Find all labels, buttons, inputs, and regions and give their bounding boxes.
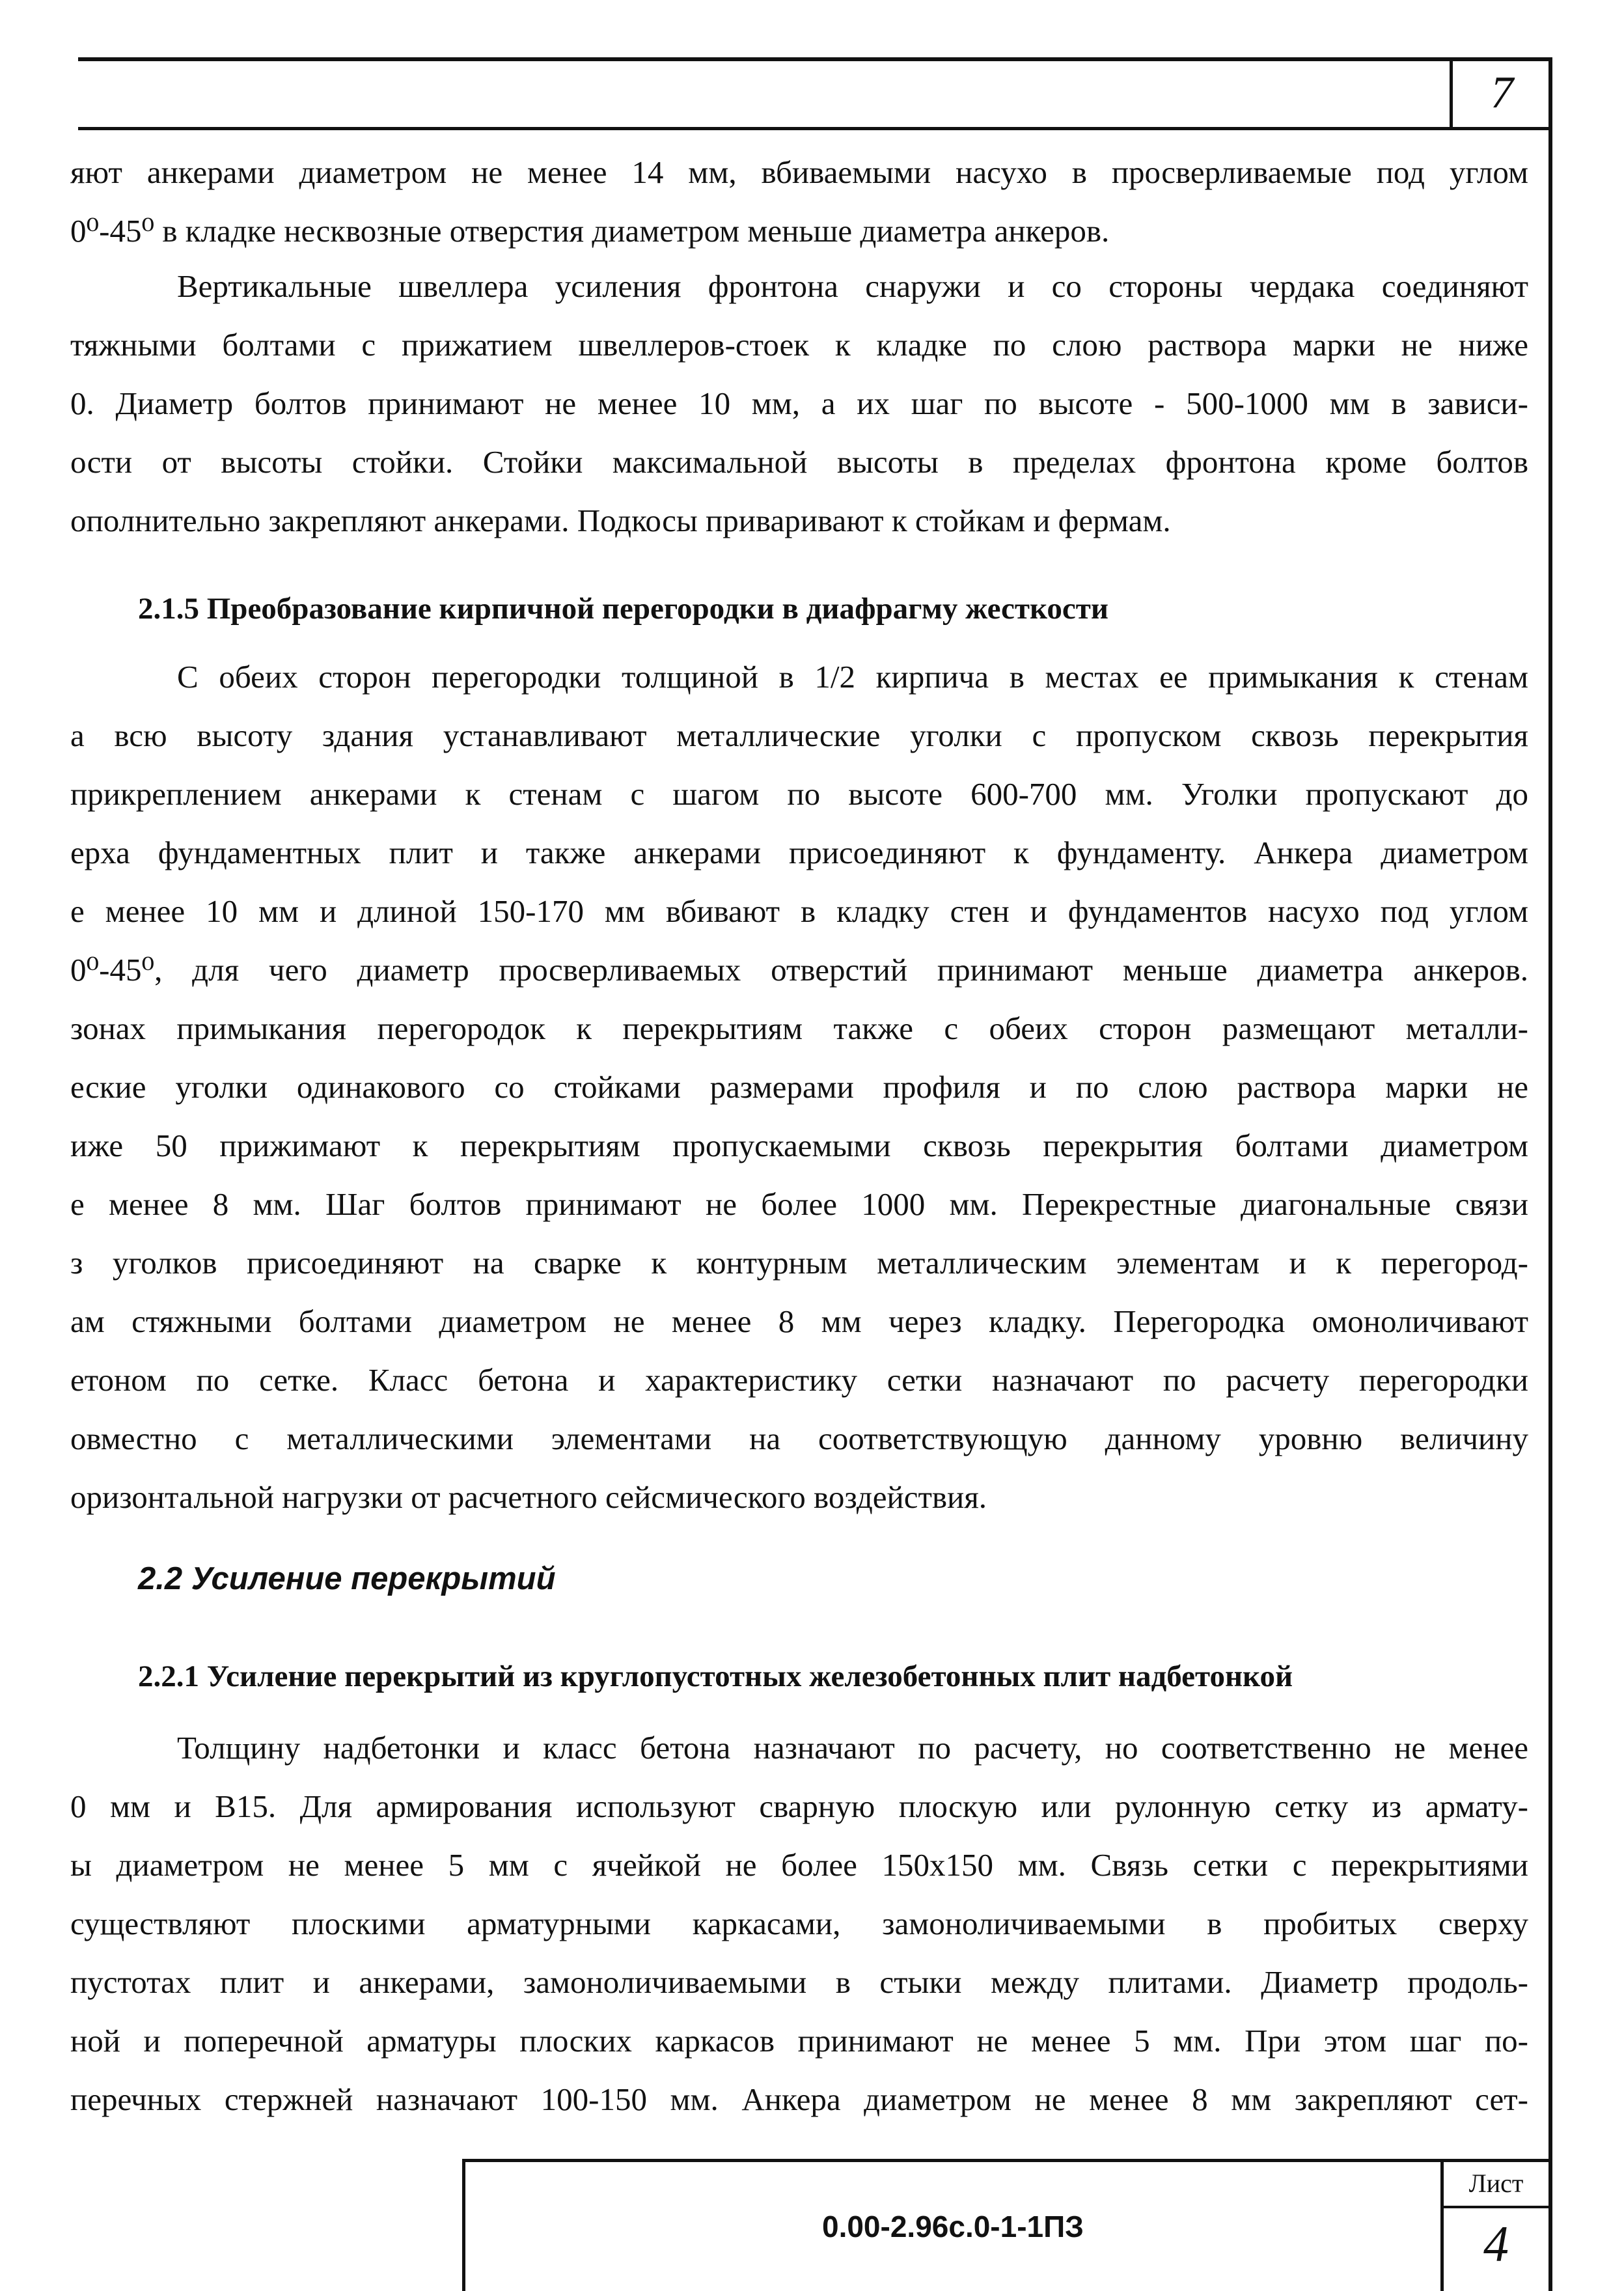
text-line: ерха фундаментных плит и также анкерами присоединяют к фундаменту. Анкера диаметром bbox=[70, 835, 1528, 870]
top-border-line bbox=[78, 57, 1552, 61]
text-line: еские уголки одинакового со стойками размерами профиля и по слою раствора марки не bbox=[70, 1069, 1528, 1105]
text-line: 0⁰-45⁰ в кладке несквозные отверстия диаметром меньше диаметра анкеров. bbox=[70, 213, 1110, 249]
text-line: яют анкерами диаметром не менее 14 мм, вбиваемыми насухо в просверливаемые под углом bbox=[70, 154, 1528, 190]
text-line: С обеих сторон перегородки толщиной в 1/2 кирпича в местах ее примыкания к стенам bbox=[177, 659, 1528, 695]
text-line: ам стяжными болтами диаметром не менее 8 мм через кладку. Перегородка омоноличивают bbox=[70, 1303, 1528, 1339]
text-line: етоном по сетке. Класс бетона и характеристику сетки назначают по расчету перегородки bbox=[70, 1362, 1528, 1398]
text-line: оризонтальной нагрузки от расчетного сейсмического воздействия. bbox=[70, 1479, 987, 1515]
text-line: е менее 8 мм. Шаг болтов принимают не более 1000 мм. Перекрестные диагональные связи bbox=[70, 1186, 1528, 1222]
text-line: а всю высоту здания устанавливают металлические уголки с пропуском сквозь перекрытия bbox=[70, 717, 1528, 753]
section-heading-2-1-5: 2.1.5 Преобразование кирпичной перегородки в диафрагму жесткости bbox=[138, 592, 1108, 626]
section-heading-2-2-1: 2.2.1 Усиление перекрытий из круглопустотных железобетонных плит надбетонкой bbox=[138, 1659, 1293, 1693]
text-line: 0⁰-45⁰, для чего диаметр просверливаемых отверстий принимают меньше диаметра анкеров. bbox=[70, 952, 1528, 988]
text-line: прикреплением анкерами к стенам с шагом по высоте 600-700 мм. Уголки пропускают до bbox=[70, 776, 1528, 812]
header-bottom-line bbox=[78, 127, 1552, 130]
text-line: ной и поперечной арматуры плоских каркасов принимают не менее 5 мм. При этом шаг по- bbox=[70, 2023, 1528, 2059]
document-code: 0.00-2.96с.0-1-1ПЗ bbox=[821, 2210, 1084, 2243]
text-line: ополнительно закрепляют анкерами. Подкосы приваривают к стойкам и фермам. bbox=[70, 503, 1171, 538]
right-border-line bbox=[1548, 57, 1552, 2291]
text-line: Вертикальные швеллера усиления фронтона снаружи и со стороны чердака соединяют bbox=[177, 268, 1528, 304]
sheet-number: 4 bbox=[1483, 2215, 1509, 2272]
text-line: пустотах плит и анкерами, замоноличиваемыми в стыки между плитами. Диаметр продоль- bbox=[70, 1964, 1528, 2000]
text-line: перечных стержней назначают 100-150 мм. Анкера диаметром не менее 8 мм закрепляют сет- bbox=[70, 2081, 1528, 2117]
text-line: 0 мм и В15. Для армирования используют сварную плоскую или рулонную сетку из армату- bbox=[70, 1788, 1528, 1824]
text-line: овместно с металлическими элементами на соответствующую данному уровню величину bbox=[70, 1421, 1528, 1456]
page-number: 7 bbox=[1491, 68, 1513, 118]
text-line: е менее 10 мм и длиной 150-170 мм вбивают в кладку стен и фундаментов насухо под углом bbox=[70, 893, 1528, 929]
text-line: зонах примыкания перегородок к перекрытиям также с обеих сторон размещают металли- bbox=[70, 1010, 1528, 1046]
page-number-box-divider bbox=[1450, 57, 1453, 130]
text-line: иже 50 прижимают к перекрытиям пропускаемыми сквозь перекрытия болтами диаметром bbox=[70, 1128, 1528, 1163]
text-line: 0. Диаметр болтов принимают не менее 10 мм, а их шаг по высоте - 500-1000 мм в зависи- bbox=[70, 385, 1528, 421]
text-line: ости от высоты стойки. Стойки максимальной высоты в пределах фронтона кроме болтов bbox=[70, 444, 1528, 480]
section-heading-2-2: 2.2 Усиление перекрытий bbox=[138, 1561, 556, 1596]
title-block-top-line bbox=[462, 2159, 1552, 2162]
text-line: тяжными болтами с прижатием швеллеров-стоек к кладке по слою раствора марки не ниже bbox=[70, 327, 1528, 363]
text-line: Толщину надбетонки и класс бетона назначают по расчету, но соответственно не менее bbox=[177, 1730, 1528, 1766]
sheet-label: Лист bbox=[1468, 2169, 1524, 2198]
text-line: существляют плоскими арматурными каркасами, замоноличиваемыми в пробитых сверху bbox=[70, 1906, 1528, 1941]
text-line: з уголков присоединяют на сварке к контурным металлическим элементам и к перегород- bbox=[70, 1245, 1528, 1281]
text-line: ы диаметром не менее 5 мм с ячейкой не более 150х150 мм. Связь сетки с перекрытиями bbox=[70, 1847, 1528, 1883]
